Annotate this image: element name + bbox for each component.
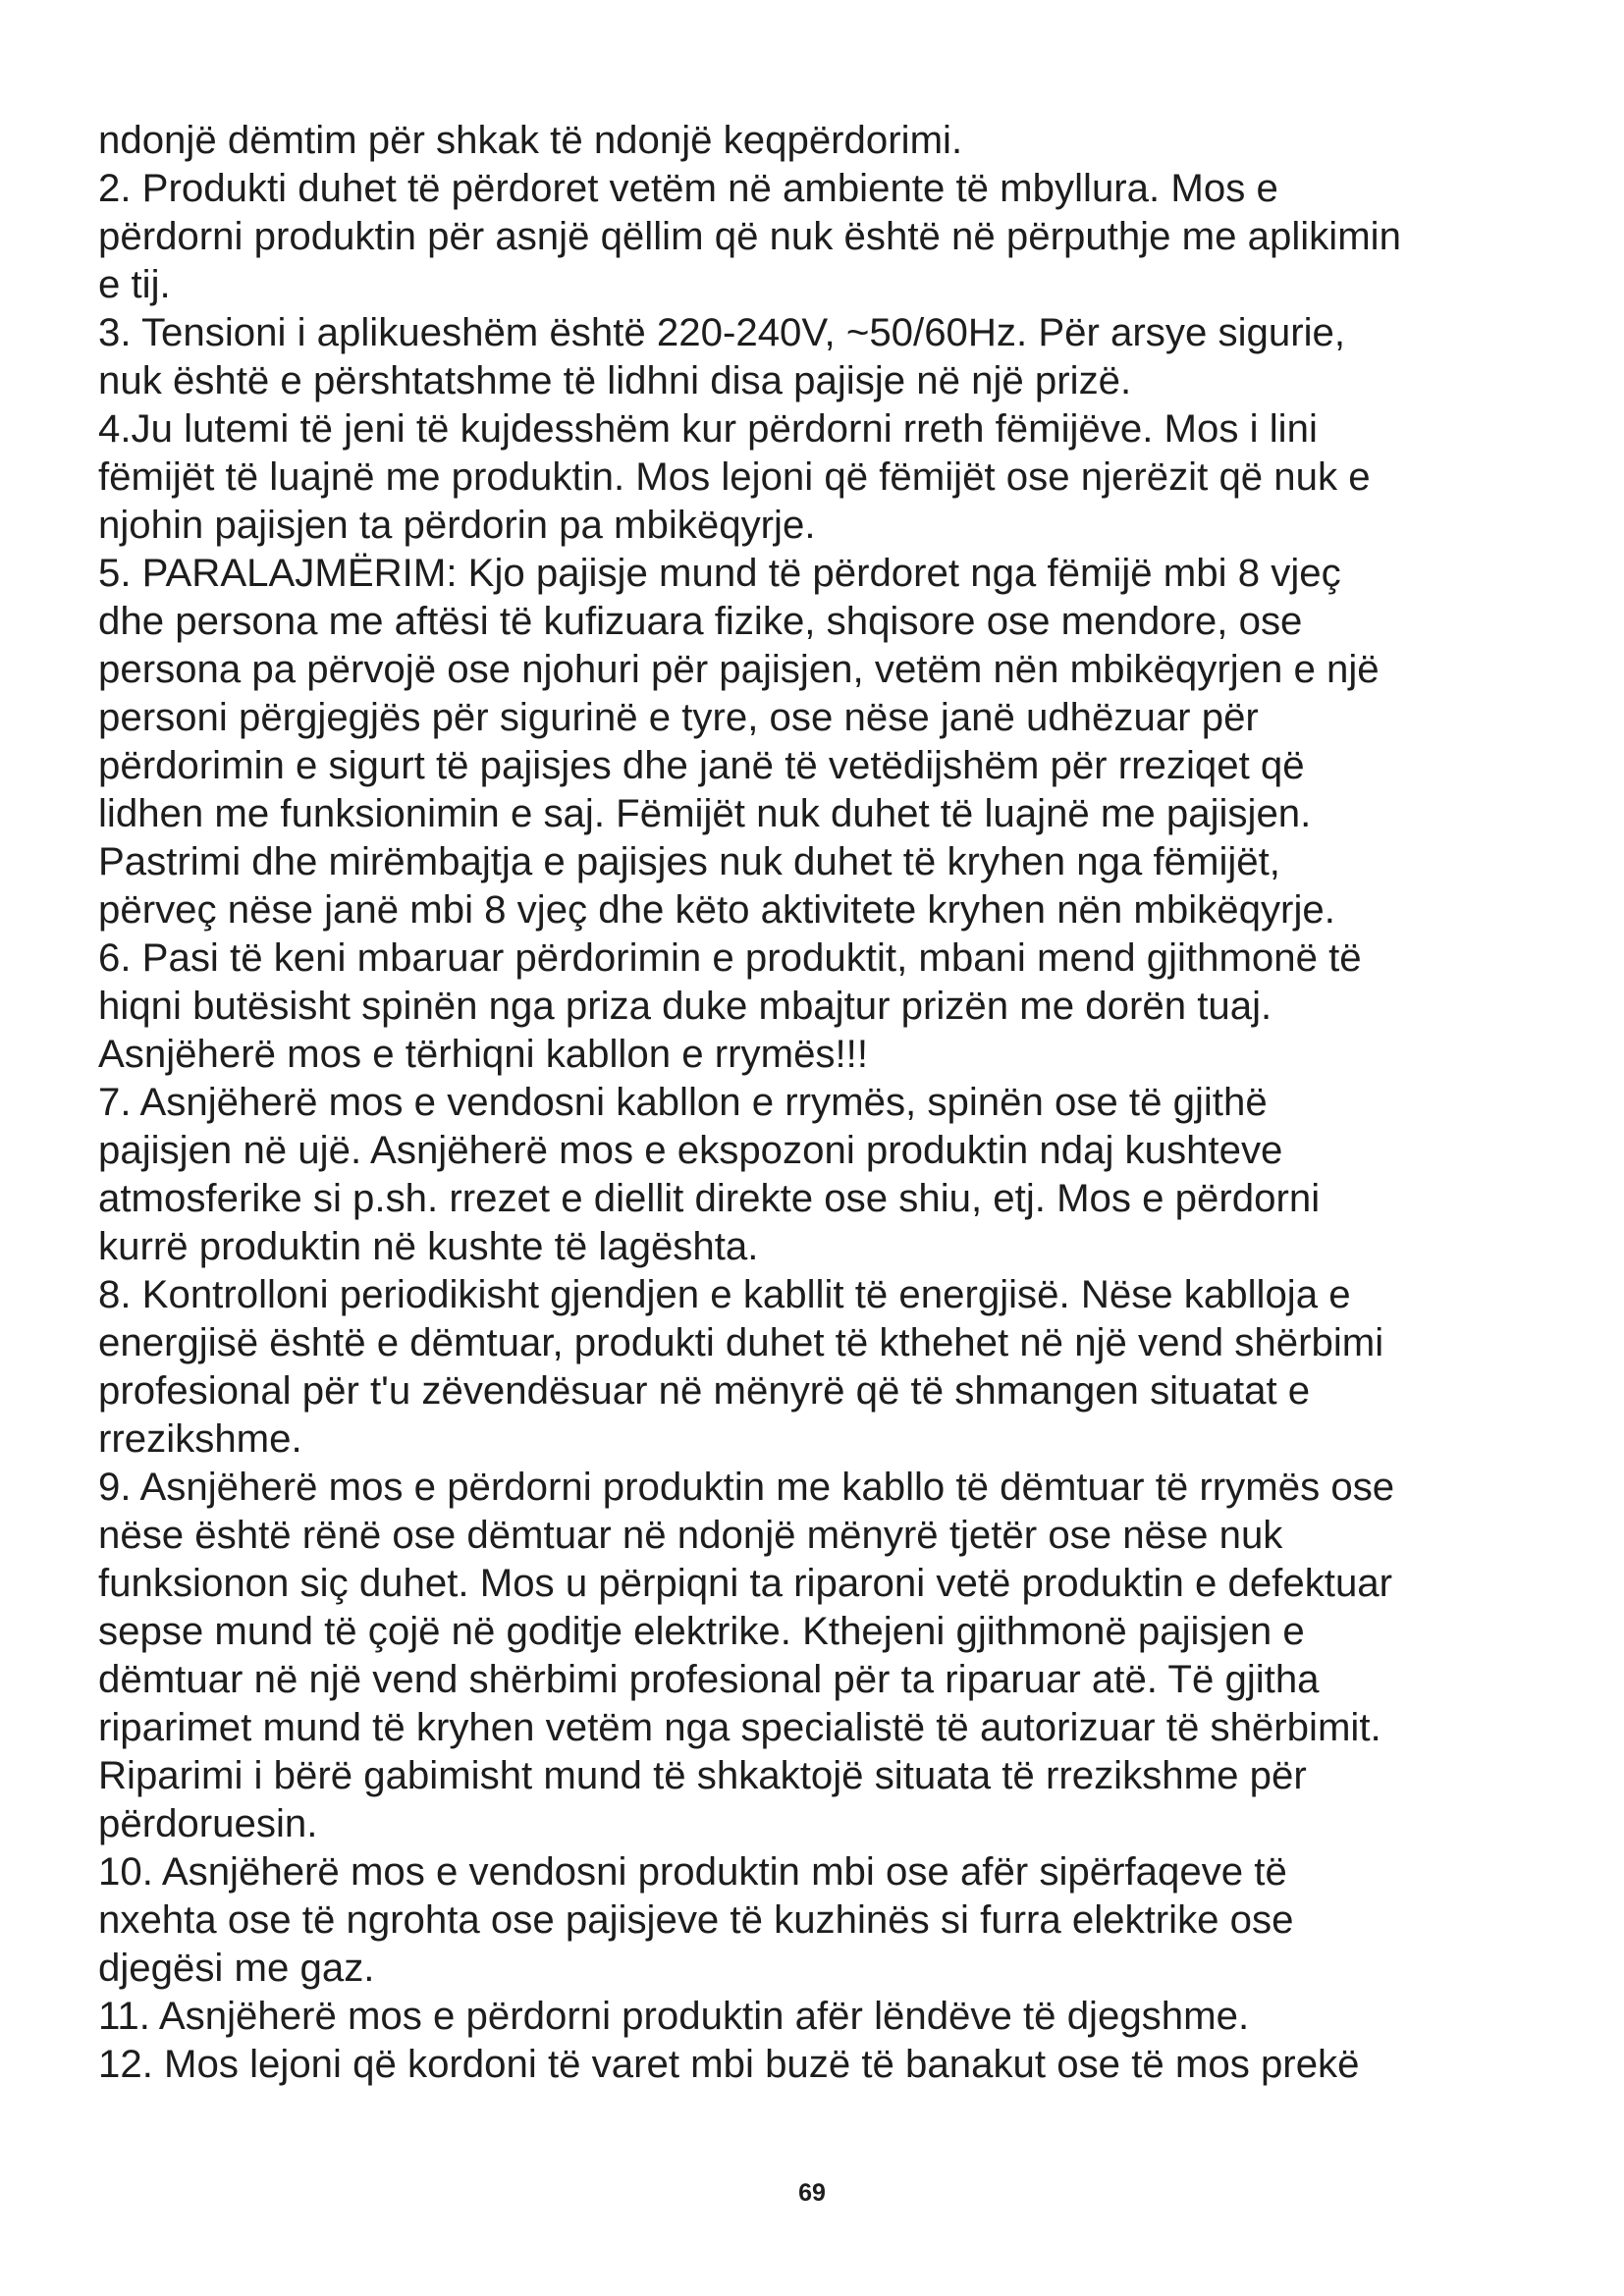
text-line: dëmtuar në një vend shërbimi profesional për ta riparuar atë. Të gjitha xyxy=(98,1657,1320,1701)
text-line: nxehta ose të ngrohta ose pajisjeve të kuzhinës si furra elektrike ose xyxy=(98,1897,1294,1942)
text-line: ndonjë dëmtim për shkak të ndonjë keqpërdorimi. xyxy=(98,118,963,162)
page-number: 69 xyxy=(798,2179,826,2207)
text-line: Pastrimi dhe mirëmbajtja e pajisjes nuk duhet të kryhen nga fëmijët, xyxy=(98,839,1280,883)
text-line: 8. Kontrolloni periodikisht gjendjen e kabllit të energjisë. Nëse kablloja e xyxy=(98,1272,1351,1316)
text-line: njohin pajisjen ta përdorin pa mbikëqyrje. xyxy=(98,503,816,547)
text-line: Asnjëherë mos e tërhiqni kabllon e rrymës!!! xyxy=(98,1032,869,1076)
text-line: profesional për t'u zëvendësuar në mënyrë që të shmangen situatat e xyxy=(98,1368,1311,1413)
text-line: persona pa përvojë ose njohuri për pajisjen, vetëm nën mbikëqyrjen e një xyxy=(98,647,1380,691)
text-line: 9. Asnjëherë mos e përdorni produktin me kabllo të dëmtuar të rrymës ose xyxy=(98,1465,1395,1509)
text-line: 7. Asnjëherë mos e vendosni kabllon e rrymës, spinën ose të gjithë xyxy=(98,1080,1268,1124)
text-line: energjisë është e dëmtuar, produkti duhet të kthehet në një vend shërbimi xyxy=(98,1320,1384,1364)
text-line: 11. Asnjëherë mos e përdorni produktin afër lëndëve të djegshme. xyxy=(98,1994,1250,2038)
text-line: përdoruesin. xyxy=(98,1801,318,1845)
text-line: atmosferike si p.sh. rrezet e diellit direkte ose shiu, etj. Mos e përdorni xyxy=(98,1176,1321,1220)
text-line: nëse është rënë ose dëmtuar në ndonjë mënyrë tjetër ose nëse nuk xyxy=(98,1513,1283,1557)
text-line: rrezikshme. xyxy=(98,1416,302,1461)
text-line: përveç nëse janë mbi 8 vjeç dhe këto aktivitete kryhen nën mbikëqyrje. xyxy=(98,887,1335,932)
text-line: lidhen me funksionimin e saj. Fëmijët nuk duhet të luajnë me pajisjen. xyxy=(98,791,1312,835)
text-line: nuk është e përshtatshme të lidhni disa pajisje në një prizë. xyxy=(98,358,1132,402)
text-line: 2. Produkti duhet të përdoret vetëm në ambiente të mbyllura. Mos e xyxy=(98,166,1278,210)
text-line: 12. Mos lejoni që kordoni të varet mbi buzë të banakut ose të mos prekë xyxy=(98,2042,1360,2086)
text-line: Riparimi i bërë gabimisht mund të shkaktojë situata të rrezikshme për xyxy=(98,1753,1307,1797)
text-line: personi përgjegjës për sigurinë e tyre, ose nëse janë udhëzuar për xyxy=(98,695,1259,739)
text-line: 5. PARALAJMËRIM: Kjo pajisje mund të përdoret nga fëmijë mbi 8 vjeç xyxy=(98,551,1341,595)
text-line: përdorimin e sigurt të pajisjes dhe janë të vetëdijshëm për rreziqet që xyxy=(98,743,1305,787)
text-line: 4.Ju lutemi të jeni të kujdesshëm kur përdorni rreth fëmijëve. Mos i lini xyxy=(98,406,1318,451)
text-line: sepse mund të çojë në goditje elektrike. Kthejeni gjithmonë pajisjen e xyxy=(98,1609,1305,1653)
text-line: pajisjen në ujë. Asnjëherë mos e ekspozoni produktin ndaj kushteve xyxy=(98,1128,1283,1172)
text-line: 6. Pasi të keni mbaruar përdorimin e produktit, mbani mend gjithmonë të xyxy=(98,935,1362,980)
text-line: djegësi me gaz. xyxy=(98,1946,375,1990)
text-line: përdorni produktin për asnjë qëllim që nuk është në përputhje me aplikimin xyxy=(98,214,1401,258)
text-line: e tij. xyxy=(98,262,171,306)
text-line: hiqni butësisht spinën nga priza duke mbajtur prizën me dorën tuaj. xyxy=(98,984,1272,1028)
body-text xyxy=(98,116,1542,2088)
text-line: 3. Tensioni i aplikueshëm është 220-240V, ~50/60Hz. Për arsye sigurie, xyxy=(98,310,1346,354)
text-line: dhe persona me aftësi të kufizuara fizike, shqisore ose mendore, ose xyxy=(98,599,1303,643)
text-line: kurrë produktin në kushte të lagështa. xyxy=(98,1224,759,1268)
text-line: riparimet mund të kryhen vetëm nga specialistë të autorizuar të shërbimit. xyxy=(98,1705,1381,1749)
text-line: fëmijët të luajnë me produktin. Mos lejoni që fëmijët ose njerëzit që nuk e xyxy=(98,454,1371,499)
text-line: 10. Asnjëherë mos e vendosni produktin mbi ose afër sipërfaqeve të xyxy=(98,1849,1287,1894)
text-line: funksionon siç duhet. Mos u përpiqni ta riparoni vetë produktin e defektuar xyxy=(98,1561,1393,1605)
